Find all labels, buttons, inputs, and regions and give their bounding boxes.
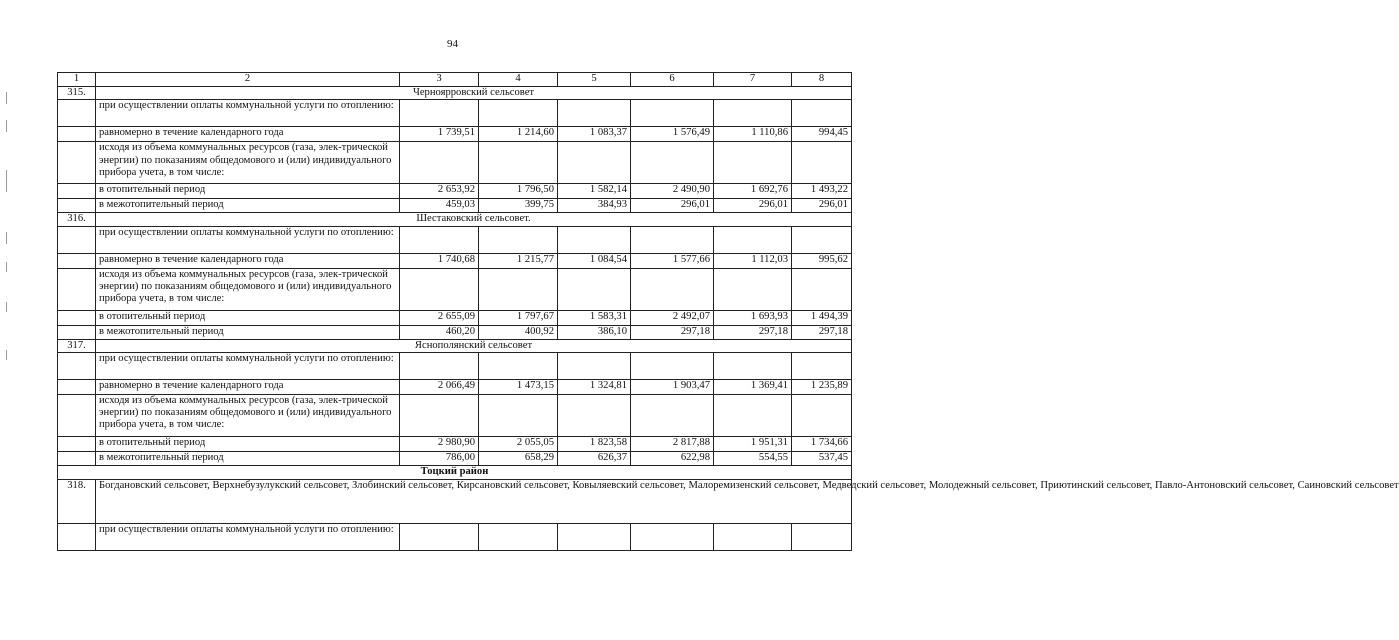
consumption-label: исходя из объема коммунальных ресурсов (газа, элек-трической энергии) по показаниям общедомового и (или) индивидуального прибора учета, в том числе: (96, 268, 400, 310)
margin-mark (6, 232, 7, 244)
empty-cell (58, 184, 96, 199)
uniform-label: равномерно в течение календарного года (96, 127, 400, 142)
tariff-value: 1 083,37 (558, 127, 631, 142)
empty-cell (631, 523, 714, 550)
nonheating-row (58, 325, 852, 339)
heading-label: при осуществлении оплаты коммунальной услуги по отоплению: (96, 523, 400, 550)
margin-mark (6, 170, 7, 192)
empty-cell (58, 325, 96, 339)
tariff-value: 537,45 (792, 451, 852, 465)
district-title: Тоцкий район (58, 465, 852, 479)
empty-cell (58, 268, 96, 310)
tariff-value: 1 823,58 (558, 436, 631, 451)
tariff-value: 2 066,49 (400, 379, 479, 394)
empty-cell (631, 100, 714, 127)
empty-cell (792, 352, 852, 379)
settlement-list-row (58, 479, 852, 523)
tariff-value: 1 797,67 (479, 310, 558, 325)
tariff-value: 1 324,81 (558, 379, 631, 394)
nonheating-label: в межотопительный период (96, 451, 400, 465)
tariff-value: 2 655,09 (400, 310, 479, 325)
empty-cell (792, 394, 852, 436)
consumption-label: исходя из объема коммунальных ресурсов (газа, элек-трической энергии) по показаниям общедомового и (или) индивидуального прибора учета, в том числе: (96, 142, 400, 184)
empty-cell (558, 394, 631, 436)
district-row (58, 465, 852, 479)
empty-cell (479, 523, 558, 550)
column-number: 6 (631, 73, 714, 87)
tariff-value: 1 739,51 (400, 127, 479, 142)
empty-cell (558, 268, 631, 310)
tariff-value: 1 214,60 (479, 127, 558, 142)
nonheating-row (58, 199, 852, 213)
tariff-value: 995,62 (792, 253, 852, 268)
tariff-value: 1 494,39 (792, 310, 852, 325)
tariff-value: 1 577,66 (631, 253, 714, 268)
empty-cell (400, 142, 479, 184)
tariff-value: 297,18 (792, 325, 852, 339)
heating-row (58, 184, 852, 199)
settlement-name: Яснополянский сельсовет (96, 339, 852, 352)
empty-cell (631, 352, 714, 379)
tariff-value: 2 490,90 (631, 184, 714, 199)
uniform-row (58, 127, 852, 142)
consumption-row (58, 268, 852, 310)
empty-cell (792, 523, 852, 550)
empty-cell (558, 352, 631, 379)
tariff-value: 626,37 (558, 451, 631, 465)
empty-cell (558, 100, 631, 127)
empty-cell (631, 226, 714, 253)
tariff-value: 1 796,50 (479, 184, 558, 199)
tariff-value: 2 653,92 (400, 184, 479, 199)
tariff-value: 1 951,31 (714, 436, 792, 451)
page-number: 94 (447, 38, 458, 50)
empty-cell (792, 226, 852, 253)
tariff-value: 400,92 (479, 325, 558, 339)
tariff-value: 2 980,90 (400, 436, 479, 451)
heating-label: в отопительный период (96, 184, 400, 199)
empty-cell (58, 310, 96, 325)
tariff-value: 296,01 (792, 199, 852, 213)
margin-mark (6, 350, 7, 360)
empty-cell (58, 253, 96, 268)
tariff-value: 1 235,89 (792, 379, 852, 394)
empty-cell (400, 523, 479, 550)
tariff-value: 622,98 (631, 451, 714, 465)
tariff-value: 399,75 (479, 199, 558, 213)
heating-row (58, 436, 852, 451)
tariff-value: 1 692,76 (714, 184, 792, 199)
empty-cell (58, 352, 96, 379)
empty-cell (400, 352, 479, 379)
tariff-value: 1 734,66 (792, 436, 852, 451)
tariff-value: 658,29 (479, 451, 558, 465)
settlement-row (58, 213, 852, 226)
empty-cell (58, 379, 96, 394)
empty-cell (58, 226, 96, 253)
tariff-value: 296,01 (631, 199, 714, 213)
uniform-label: равномерно в течение календарного года (96, 253, 400, 268)
empty-cell (631, 394, 714, 436)
settlement-name: Шестаковский сельсовет. (96, 213, 852, 226)
empty-cell (714, 352, 792, 379)
column-number: 5 (558, 73, 631, 87)
empty-cell (58, 523, 96, 550)
tariff-value: 2 055,05 (479, 436, 558, 451)
tariff-value: 1 493,22 (792, 184, 852, 199)
consumption-label: исходя из объема коммунальных ресурсов (газа, элек-трической энергии) по показаниям общедомового и (или) индивидуального прибора учета, в том числе: (96, 394, 400, 436)
empty-cell (400, 100, 479, 127)
empty-cell (58, 127, 96, 142)
empty-cell (479, 100, 558, 127)
tariff-value: 1 473,15 (479, 379, 558, 394)
margin-mark (6, 120, 7, 132)
empty-cell (792, 142, 852, 184)
empty-cell (58, 100, 96, 127)
tariff-value: 384,93 (558, 199, 631, 213)
margin-mark (6, 92, 7, 104)
column-number: 7 (714, 73, 792, 87)
empty-cell (400, 268, 479, 310)
nonheating-label: в межотопительный период (96, 199, 400, 213)
column-number: 3 (400, 73, 479, 87)
tariff-value: 460,20 (400, 325, 479, 339)
uniform-row (58, 379, 852, 394)
empty-cell (58, 451, 96, 465)
heating-label: в отопительный период (96, 436, 400, 451)
empty-cell (714, 226, 792, 253)
heading-row (58, 100, 852, 127)
heating-label: в отопительный период (96, 310, 400, 325)
empty-cell (714, 268, 792, 310)
settlement-row (58, 339, 852, 352)
row-number: 318. (58, 479, 96, 523)
tariff-value: 1 215,77 (479, 253, 558, 268)
tariff-value: 1 740,68 (400, 253, 479, 268)
empty-cell (58, 199, 96, 213)
empty-cell (400, 394, 479, 436)
empty-cell (631, 268, 714, 310)
tariff-value: 296,01 (714, 199, 792, 213)
settlement-name: Черноярровский сельсовет (96, 87, 852, 100)
column-number: 1 (58, 73, 96, 87)
empty-cell (558, 142, 631, 184)
tariff-value: 459,03 (400, 199, 479, 213)
row-number: 317. (58, 339, 96, 352)
column-number: 4 (479, 73, 558, 87)
heading-row (58, 352, 852, 379)
consumption-row (58, 142, 852, 184)
empty-cell (479, 142, 558, 184)
empty-cell (400, 226, 479, 253)
column-number: 8 (792, 73, 852, 87)
empty-cell (558, 226, 631, 253)
tariff-value: 2 492,07 (631, 310, 714, 325)
tariff-value: 1 576,49 (631, 127, 714, 142)
uniform-row (58, 253, 852, 268)
heading-label: при осуществлении оплаты коммунальной услуги по отоплению: (96, 352, 400, 379)
tariff-value: 297,18 (714, 325, 792, 339)
empty-cell (58, 436, 96, 451)
row-number: 315. (58, 87, 96, 100)
margin-mark (6, 262, 7, 272)
empty-cell (714, 523, 792, 550)
tariff-value: 386,10 (558, 325, 631, 339)
empty-cell (792, 268, 852, 310)
empty-cell (631, 142, 714, 184)
empty-cell (792, 100, 852, 127)
empty-cell (479, 268, 558, 310)
nonheating-row (58, 451, 852, 465)
settlement-row (58, 87, 852, 100)
empty-cell (479, 394, 558, 436)
empty-cell (714, 100, 792, 127)
tariff-value: 1 582,14 (558, 184, 631, 199)
tariff-value: 1 369,41 (714, 379, 792, 394)
tariff-value: 994,45 (792, 127, 852, 142)
empty-cell (479, 352, 558, 379)
column-number-row (58, 73, 852, 87)
uniform-label: равномерно в течение календарного года (96, 379, 400, 394)
tariff-value: 1 903,47 (631, 379, 714, 394)
tariff-value: 297,18 (631, 325, 714, 339)
tariff-value: 554,55 (714, 451, 792, 465)
row-number: 316. (58, 213, 96, 226)
heating-row (58, 310, 852, 325)
tariff-value: 1 693,93 (714, 310, 792, 325)
empty-cell (714, 394, 792, 436)
empty-cell (558, 523, 631, 550)
tariff-table (57, 72, 1399, 551)
heading-label: при осуществлении оплаты коммунальной услуги по отоплению: (96, 100, 400, 127)
tariff-value: 1 112,03 (714, 253, 792, 268)
consumption-row (58, 394, 852, 436)
tariff-value: 1 583,31 (558, 310, 631, 325)
empty-cell (58, 394, 96, 436)
heading-row (58, 226, 852, 253)
heading-label: при осуществлении оплаты коммунальной услуги по отоплению: (96, 226, 400, 253)
tariff-value: 1 110,86 (714, 127, 792, 142)
margin-mark (6, 302, 7, 312)
empty-cell (714, 142, 792, 184)
tariff-value: 786,00 (400, 451, 479, 465)
empty-cell (479, 226, 558, 253)
tariff-value: 1 084,54 (558, 253, 631, 268)
settlement-names: Богдановский сельсовет, Верхнебузулукский сельсовет, Злобинский сельсовет, Кирсановский сельсовет, Ковыляевский сельсовет, Малоремизенский сельсовет, Медведский сельсовет, Молодежный сельсовет, Приютинский сельсовет, Павло-Антоновский сельсовет, Саиновский сельсовет (96, 479, 852, 523)
tariff-value: 2 817,88 (631, 436, 714, 451)
heading-row (58, 523, 852, 550)
nonheating-label: в межотопительный период (96, 325, 400, 339)
column-number: 2 (96, 73, 400, 87)
empty-cell (58, 142, 96, 184)
